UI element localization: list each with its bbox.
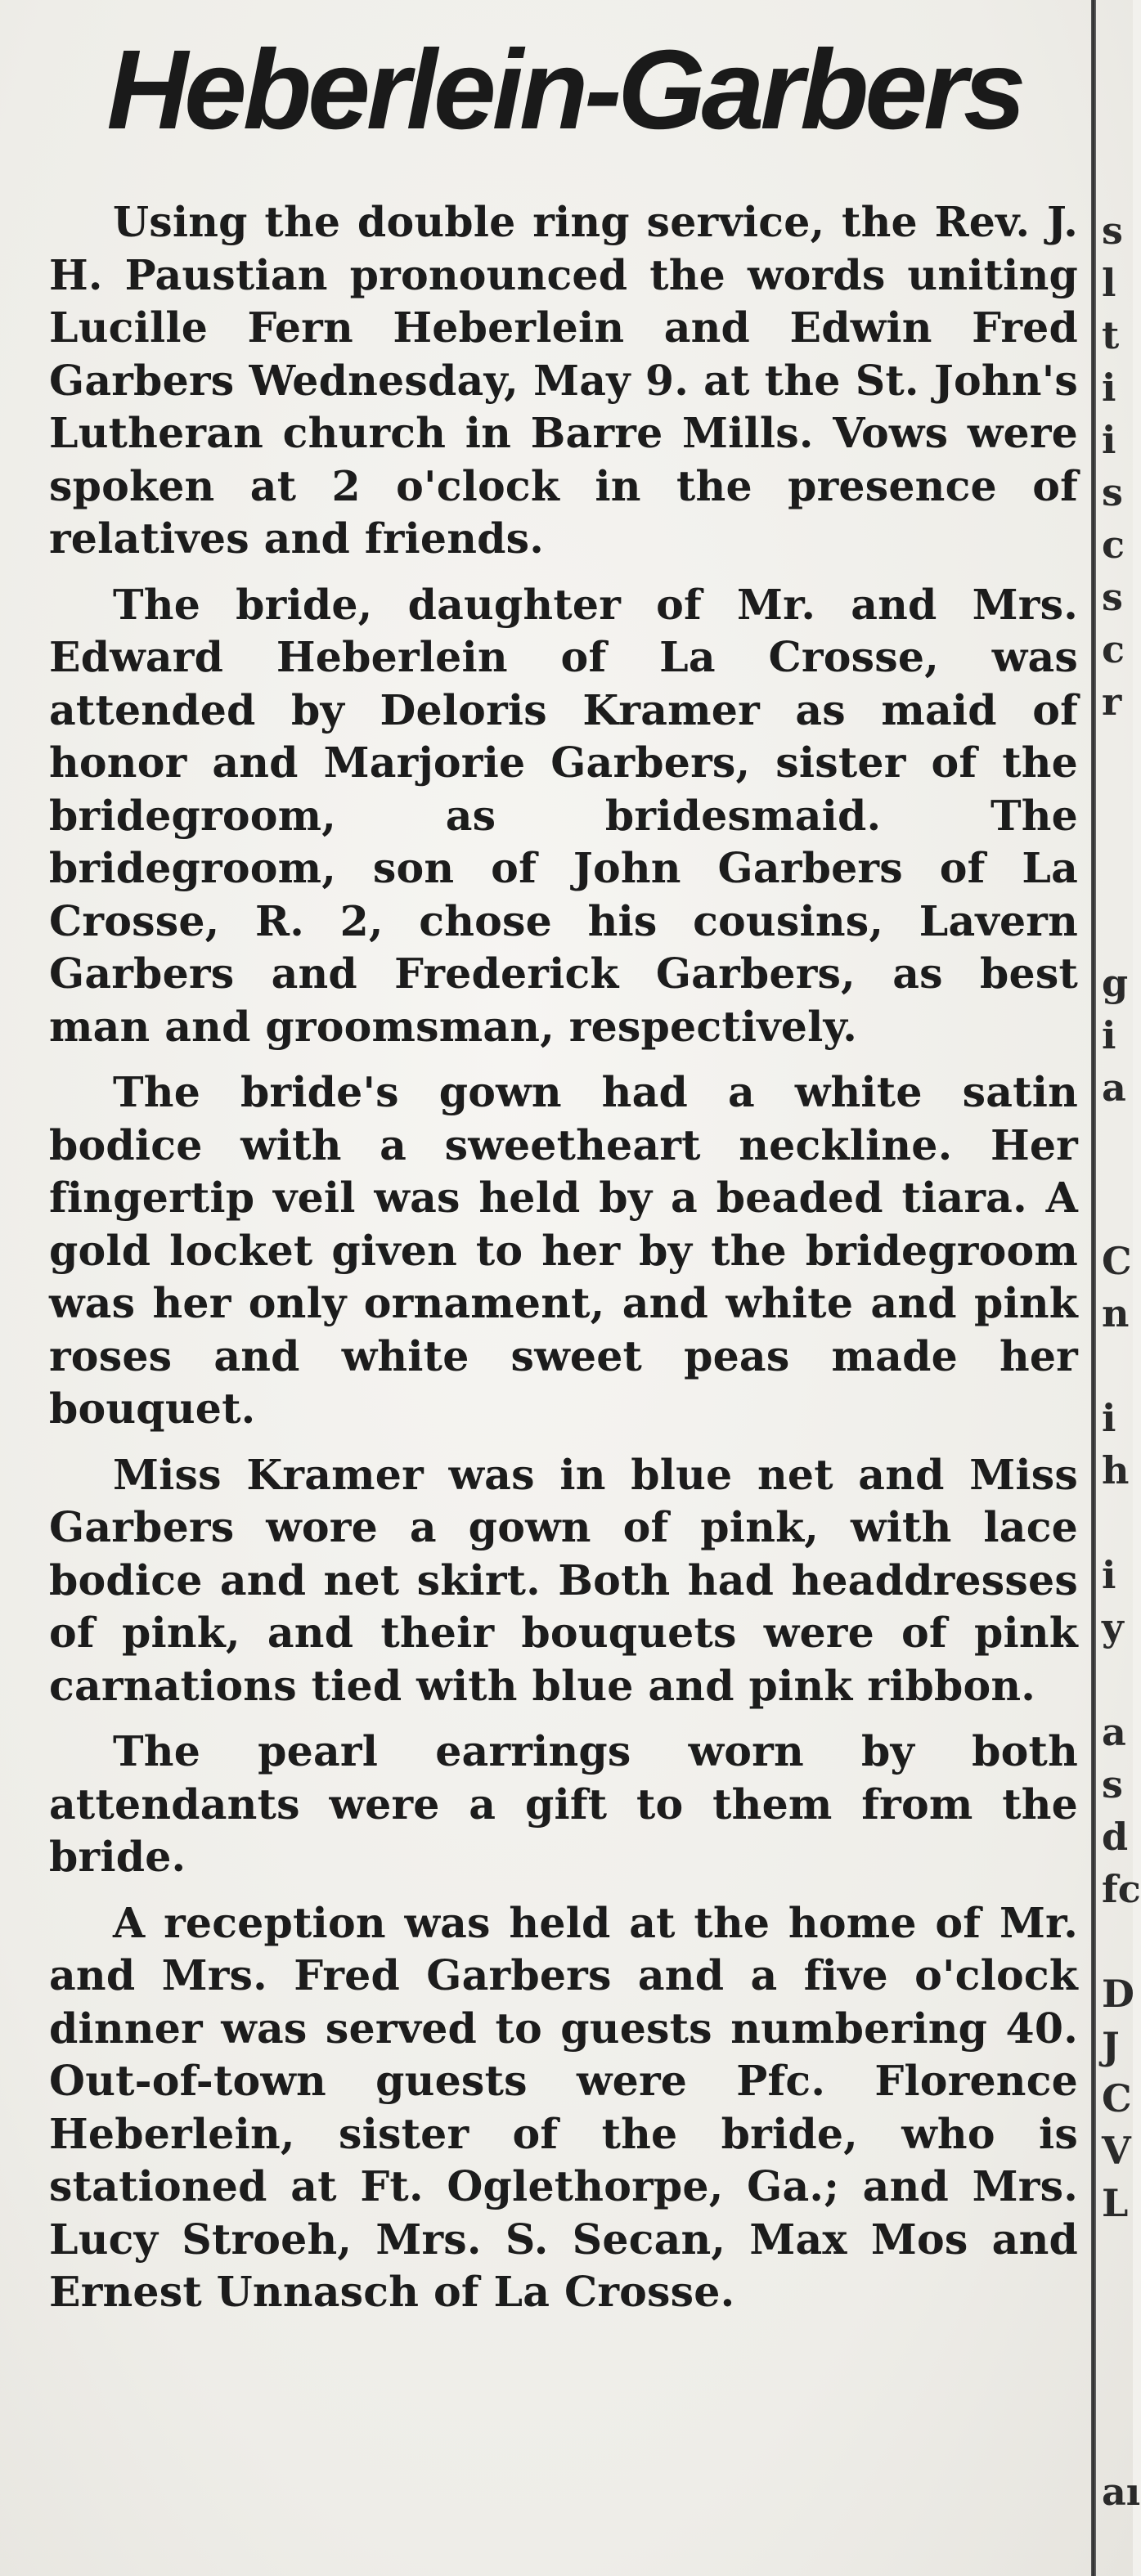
adjacent-column-letter: i	[1102, 1013, 1116, 1057]
article-headline: Heberlein-Garbers	[106, 27, 1022, 153]
adjacent-column-fragment-bottom	[1102, 2466, 1141, 2518]
adjacent-column-letter: y	[1102, 1605, 1124, 1649]
article-paragraph: Miss Kramer was in blue net and Miss Garbers wore a gown of pink, with lace bodice and net skirt. Both had headdresses of pink, and their bouquets were of pink carnations tied with blue and pink ribbon.	[49, 1450, 1078, 1710]
adjacent-column-letter: h	[1102, 1448, 1130, 1492]
adjacent-column-letter: g	[1102, 961, 1129, 1005]
adjacent-column-letter: V	[1102, 2129, 1131, 2173]
adjacent-column-letter: s	[1102, 209, 1123, 253]
adjacent-column-letter	[1102, 1497, 1133, 1549]
adjacent-column-letter: s	[1102, 470, 1123, 514]
adjacent-column-letter: r	[1102, 680, 1122, 724]
adjacent-column-letter: a	[1102, 1710, 1126, 1754]
adjacent-column-letter: L	[1102, 2181, 1129, 2225]
adjacent-column-letter: s	[1102, 1762, 1123, 1806]
article-body	[49, 196, 1078, 2332]
article-paragraph: A reception was held at the home of Mr. and Mrs. Fred Garbers and a five o'clock dinner was served to guests numbering 40. Out-of-town guests were Pfc. Florence Heberlein, sister of the bride, who is stationed at Ft. Oglethorpe, Ga.; and Mrs. Lucy Stroeh, Mrs. S. Secan, Max Mos and Ernest Unnasch of La Crosse.	[49, 1898, 1078, 2316]
adjacent-column-letter: i	[1102, 418, 1116, 462]
adjacent-column-letter: n	[1102, 1291, 1130, 1335]
column-rule	[1091, 0, 1096, 2576]
adjacent-column-letter	[1102, 1654, 1133, 1706]
article-paragraph: Using the double ring service, the Rev. J. H. Paustian pronounced the words uniting Lucille Fern Heberlein and Edwin Fred Garbers Wednesday, May 9. at the St. John's Lutheran church in Barre Mills. Vows were spoken at 2 o'clock in the presence of relatives and friends.	[49, 198, 1078, 563]
adjacent-column-fragment-low	[1102, 1235, 1141, 2229]
adjacent-column-letter: J	[1102, 2024, 1120, 2068]
adjacent-column-letter: s	[1102, 575, 1123, 619]
adjacent-column-letter: i	[1102, 1396, 1116, 1440]
adjacent-column-letter: i	[1102, 1553, 1116, 1597]
adjacent-column-fragment-mid	[1102, 957, 1133, 1114]
adjacent-column-letter	[1102, 1915, 1133, 1968]
adjacent-column-fragment-top	[1102, 204, 1133, 728]
adjacent-column-letter: l	[1102, 261, 1116, 305]
adjacent-column-letter: c	[1102, 627, 1125, 671]
adjacent-column-letter: D	[1102, 1972, 1134, 2016]
adjacent-column-letter: fc	[1102, 1867, 1141, 1911]
adjacent-column-letter: aı	[1102, 2470, 1141, 2514]
adjacent-column-letter: c	[1102, 523, 1125, 567]
adjacent-column-letter: C	[1102, 1239, 1132, 1283]
adjacent-column-letter: d	[1102, 1815, 1129, 1859]
article-paragraph: The pearl earrings worn by both attendants were a gift to them from the bride.	[49, 1727, 1078, 1881]
article-paragraph: The bride's gown had a white satin bodice with a sweetheart neckline. Her fingertip veil was held by a beaded tiara. A gold locket given to her by the bridegroom was her only ornament, and white and pink roses and white sweet peas made her bouquet.	[49, 1068, 1078, 1433]
adjacent-column-letter: C	[1102, 2076, 1132, 2120]
adjacent-column-letter	[1102, 1340, 1133, 1392]
adjacent-column-letter: i	[1102, 366, 1116, 410]
adjacent-column-letter: t	[1102, 313, 1120, 357]
article-paragraph: The bride, daughter of Mr. and Mrs. Edward Heberlein of La Crosse, was attended by Deloris Kramer as maid of honor and Marjorie Garbers, sister of the bridegroom, as bridesmaid. The bridegroom, son of John Garbers of La Crosse, R. 2, chose his cousins, Lavern Garbers and Frederick Garbers, as best man and groomsman, respectively.	[49, 580, 1078, 1051]
adjacent-column-letter: a	[1102, 1066, 1126, 1110]
